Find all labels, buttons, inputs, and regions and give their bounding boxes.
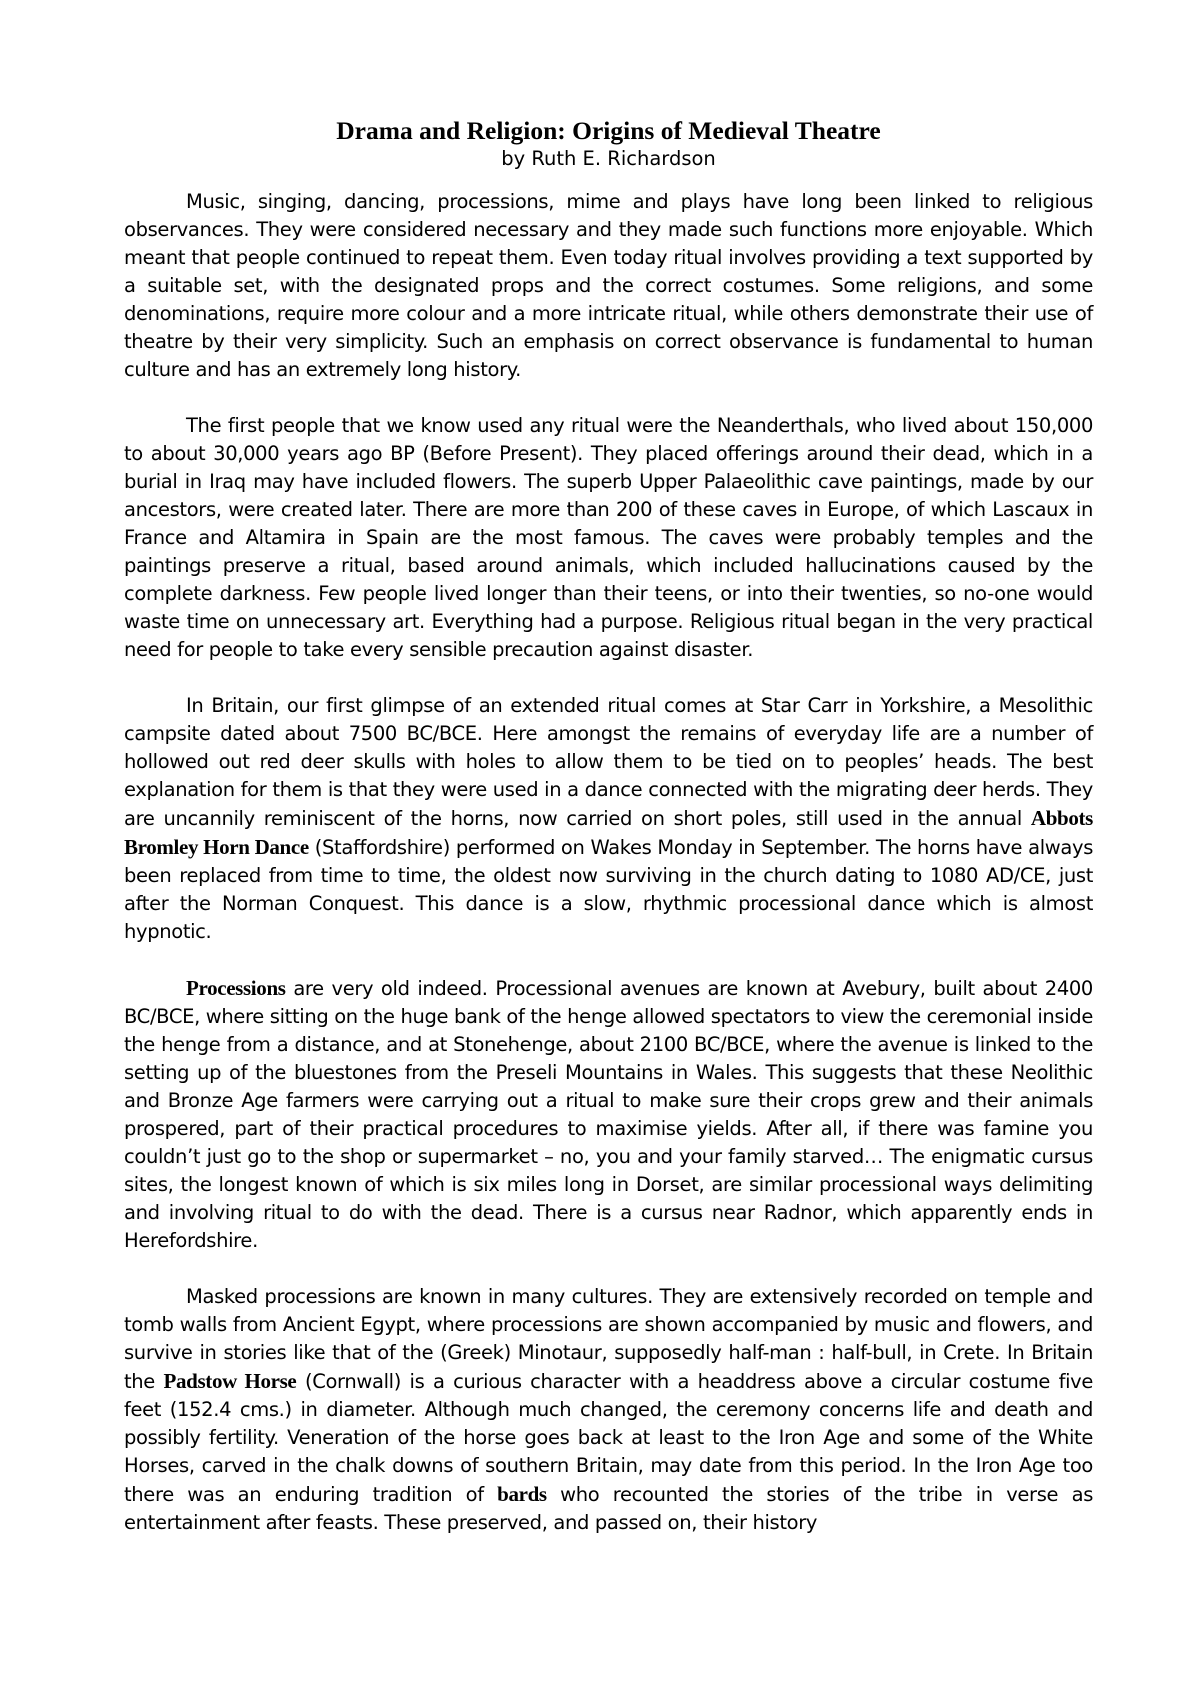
paragraph-5-text-c: who recounted the stories of the tribe in verse as entertainment after feasts. These preserved, and passed on, their history	[124, 1483, 1094, 1534]
abbots-bromley-horn-dance-term: Abbots Bromley Horn Dance	[124, 806, 1093, 859]
paragraph-3	[124, 692, 1093, 946]
paragraph-2: The first people that we know used any ritual were the Neanderthals, who lived about 150,000 to about 30,000 years ago BP (Before Present). They placed offerings around their dead, which in a burial in Iraq may have included flowers. The superb Upper Palaeolithic cave paintings, made by our ancestors, were created later. There are more than 200 of these caves in Europe, of which Lascaux in France and Altamira in Spain are the most famous. The caves were probably temples and the paintings preserve a ritual, based around animals, which included hallucinations caused by the complete darkness. Few people lived longer than their teens, or into their twenties, so no-one would waste time on unnecessary art. Everything had a purpose. Religious ritual began in the very practical need for people to take every sensible precaution against disaster.	[124, 414, 1093, 661]
paragraph-5	[124, 1283, 1093, 1537]
paragraph-5-text-a: Masked processions are known in many cultures. They are extensively recorded on temple and tomb walls from Ancient Egypt, where processions are shown accompanied by music and flowers, and survive in stories like that of the (Greek) Minotaur, supposedly half-man : half-bull, in Crete. In Britain the	[124, 1285, 1093, 1393]
paragraph-4	[124, 974, 1093, 1255]
paragraph-4-text: are very old indeed. Processional avenues are known at Avebury, built about 2400 BC/BCE, where sitting on the huge bank of the henge allowed spectators to view the ceremonial inside the henge from a distance, and at Stonehenge, about 2100 BC/BCE, where the avenue is linked to the setting up of the bluestones from the Preseli Mountains in Wales. This suggests that these Neolithic and Bronze Age farmers were carrying out a ritual to make sure their crops grew and their animals prospered, part of their practical procedures to maximise yields. After all, if there was famine you couldn’t just go to the shop or supermarket – no, you and your family starved… The enigmatic cursus sites, the longest known of which is six miles long in Dorset, are similar processional ways delimiting and involving ritual to do with the dead. There is a cursus near Radnor, which apparently ends in Herefordshire.	[124, 977, 1093, 1252]
paragraph-3-text-b: (Staffordshire) performed on Wakes Monday in September. The horns have always been replaced from time to time, the oldest now surviving in the church dating to 1080 AD/CE, just after the Norman Conquest. This dance is a slow, rhythmic processional dance which is almost hypnotic.	[124, 836, 1093, 943]
padstow-horse-term: Padstow Horse	[163, 1369, 297, 1393]
processions-term: Processions	[186, 976, 286, 1000]
paragraph-3-text-a: In Britain, our first glimpse of an extended ritual comes at Star Carr in Yorkshire, a Mesolithic campsite dated about 7500 BC/BCE. Here amongst the remains of everyday life are a number of hollowed out red deer skulls with holes to allow them to be tied on to peoples’ heads. The best explanation for them is that they were used in a dance connected with the migrating deer herds. They are uncannily reminiscent of the horns, now carried on short poles, still used in the annual	[124, 694, 1093, 830]
bards-term: bards	[497, 1482, 547, 1506]
paragraph-5-text-b: (Cornwall) is a curious character with a headdress above a circular costume five feet (152.4 cms.) in diameter. Although much changed, the ceremony concerns life and death and possibly fertility. Veneration of the horse goes back at least to the Iron Age and some of the White Horses, carved in the chalk downs of southern Britain, may date from this period. In the Iron Age too there was an enduring tradition of	[124, 1370, 1093, 1506]
author-byline: by Ruth E. Richardson	[501, 147, 716, 170]
paragraph-1: Music, singing, dancing, processions, mime and plays have long been linked to religious observances. They were considered necessary and they made such functions more enjoyable. Which meant that people continued to repeat them. Even today ritual involves providing a text supported by a suitable set, with the designated props and the correct costumes. Some religions, and some denominations, require more colour and a more intricate ritual, while others demonstrate their use of theatre by their very simplicity. Such an emphasis on correct observance is fundamental to human culture and has an extremely long history.	[124, 190, 1093, 381]
document-title: Drama and Religion: Origins of Medieval Theatre	[336, 116, 881, 145]
